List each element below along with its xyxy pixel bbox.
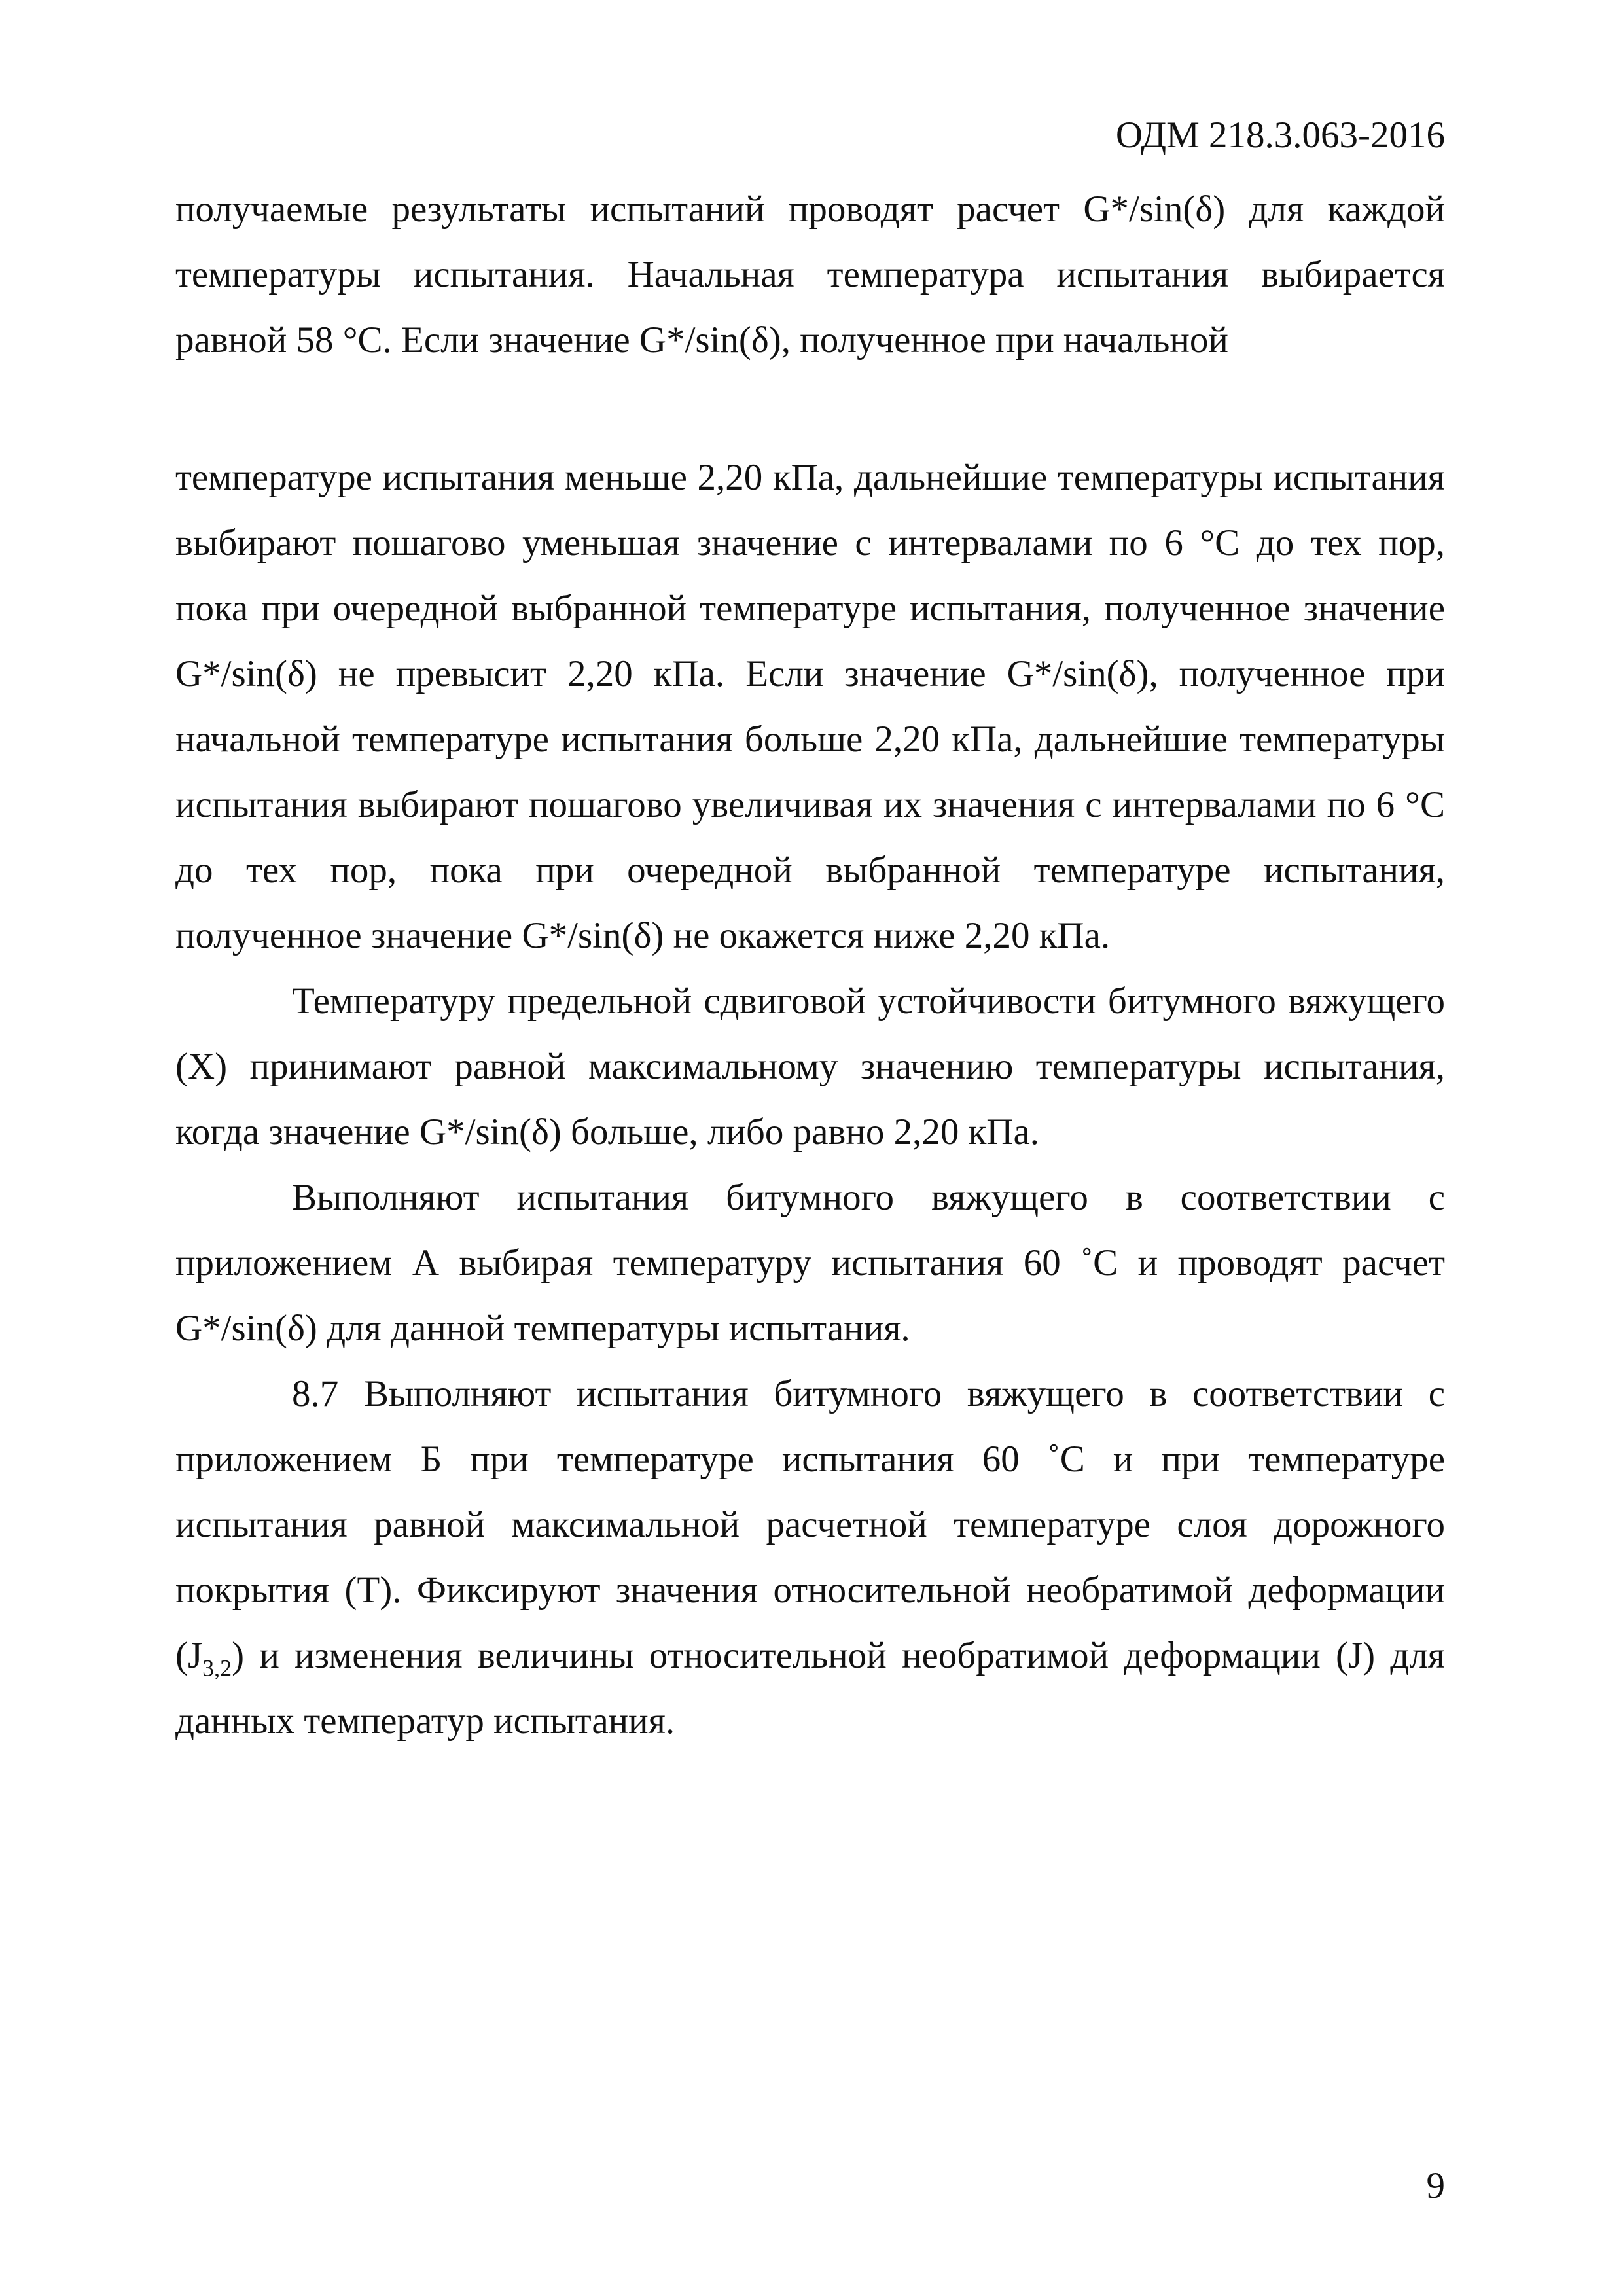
paragraph-appendix-a: Выполняют испытания битумного вяжущего в соответствии с приложением А выбирая температуру испытания 60 ˚С и проводят расчет G*/sin(δ) для данной температуры испытания.: [175, 1177, 1445, 1349]
paragraph-temperature-steps: температуре испытания меньше 2,20 кПа, дальнейшие температуры испытания выбирают пошагово уменьшая значение с интервалами по 6 °С до тех пор, пока при очередной выбранной температуре испытания, полученное значение G*/sin(δ) не превысит 2,20 кПа. Если значение G*/sin(δ), полученное при начальной температуре испытания больше 2,20 кПа, дальнейшие температуры испытания выбирают пошагово увеличивая их значения с интервалами по 6 °С до тех пор, пока при очередной выбранной температуре испытания, полученное значение G*/sin(δ) не окажется ниже 2,20 кПа.: [175, 457, 1445, 956]
text-block-main: [175, 445, 1445, 1754]
page-number: 9: [1426, 2165, 1445, 2206]
paragraph-continuation: получаемые результаты испытаний проводят расчет G*/sin(δ) для каждой температуры испытания. Начальная температура испытания выбирается равной 58 °С. Если значение G*/sin(δ), полученное при начальной: [175, 188, 1445, 361]
subscript-3-2: 3,2: [202, 1655, 232, 1681]
text-block-top: [175, 177, 1445, 373]
paragraph-8-7-text-end: ) и изменения величины относительной необратимой деформации (J) для данных температур испытания.: [175, 1635, 1445, 1742]
paragraph-shear-stability: Температуру предельной сдвиговой устойчивости битумного вяжущего (Х) принимают равной максимальному значению температуры испытания, когда значение G*/sin(δ) больше, либо равно 2,20 кПа.: [175, 980, 1445, 1153]
paragraph-8-7: [175, 1361, 1445, 1754]
paragraph-8-7-text-start: 8.7 Выполняют испытания битумного вяжущего в соответствии с приложением Б при температуре испытания 60 ˚С и при температуре испытания равной максимальной расчетной температуре слоя дорожного покрытия (Т). Фиксируют значения относительной необратимой деформации (J: [175, 1373, 1445, 1676]
document-code-header: ОДМ 218.3.063-2016: [1115, 115, 1445, 156]
